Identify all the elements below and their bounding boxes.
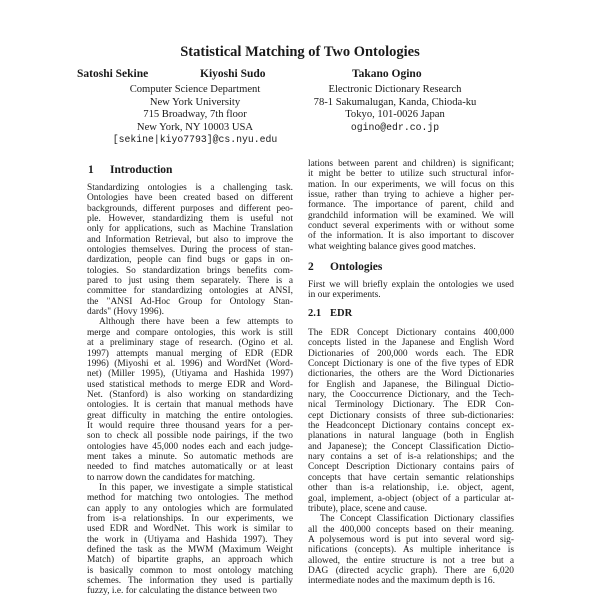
section-title: Introduction (110, 164, 173, 176)
text-line: merge and compare ontologies, this work is still (87, 327, 293, 338)
text-line: First we will briefly explain the ontologies we used (308, 280, 514, 290)
section-2-intro (308, 280, 514, 301)
section-number: 2 (308, 261, 314, 273)
text-line: needed to find matches automatically or at least (87, 462, 293, 473)
author-name: Kiyoshi Sudo (200, 68, 266, 80)
text-line: for English and Japanese, the Bilingual Dictio- (308, 379, 514, 390)
text-line: defined the task as the MWM (Maximum Weight (87, 545, 293, 556)
text-line: and Information Retrieval, but also to improve the (87, 234, 293, 245)
text-line: used EDR and WordNet. This work is similar to (87, 524, 293, 535)
author-name: Takano Ogino (352, 68, 422, 80)
text-line: tribute), place, scene and cause. (308, 503, 427, 514)
paper-title: Statistical Matching of Two Ontologies (180, 44, 420, 60)
paragraph (308, 159, 514, 252)
author-name: Satoshi Sekine (77, 68, 149, 80)
text-line: Concept Description Dictionary contains pairs of (308, 462, 514, 473)
text-line: from is-a relationships. In our experiments, we (87, 514, 293, 524)
text-line: only for applications, such as Machine Translation (87, 224, 293, 235)
text-line: tologies. So standardization brings benefits com- (87, 265, 293, 276)
text-line: at a preliminary stage of research. (Ogino et al. (87, 338, 293, 349)
text-line: used statistical methods to merge EDR and Word- (87, 379, 293, 390)
text-line: Dictionaries of 200,000 words each. The EDR (308, 348, 514, 359)
right-column-top (308, 159, 514, 252)
text-line: planations in natural language (both in English (308, 431, 514, 442)
text-line: concepts listed in the Japanese and English Word (308, 338, 514, 349)
text-line: ment takes a minute. So automatic methods are (87, 451, 293, 462)
text-line: can apply to any ontologies which are formulated (87, 503, 293, 514)
text-line: It would require three thousand years for a per- (87, 420, 293, 431)
edr-section-body (308, 328, 514, 587)
text-line: 1996) (Miyoshi et al. 1996) and WordNet (Word- (87, 358, 293, 369)
paragraph (87, 183, 293, 317)
affiliation-line: New York University (149, 96, 241, 108)
affiliation-right (295, 84, 495, 134)
affiliation-line: Electronic Dictionary Research (328, 84, 462, 95)
section-heading-ontologies (308, 261, 382, 274)
paragraph (308, 280, 514, 301)
text-line: schemes. The information they used is partially (87, 576, 293, 587)
text-line: all the 400,000 concepts based on their meaning. (308, 524, 514, 535)
text-line: dards" (Hovy 1996). (87, 307, 164, 318)
text-line: Match) of bipartite graphs, an approach which (87, 555, 293, 566)
affiliation-left (105, 84, 285, 147)
text-line: 1997) attempts manual merging of EDR (EDR (87, 348, 293, 359)
text-line: cept Dictionary consists of three sub-dictionaries: (308, 410, 514, 421)
text-line: is basically common to most ontology matching (87, 565, 293, 576)
text-line: pared to just using them separately. There is a (87, 276, 293, 287)
section-heading-introduction (88, 164, 172, 177)
text-line: what weighting balance gives good matches. (308, 241, 476, 252)
author-email: [sekine|kiyo7793]@cs.nyu.edu (112, 134, 278, 146)
text-line: nical Terminology Dictionary. The EDR Con- (308, 400, 514, 411)
text-line: The Concept Classification Dictionary classifies (320, 514, 514, 525)
left-column (87, 183, 293, 597)
text-line: method for matching two ontologies. The method (87, 493, 293, 504)
text-line: Ontologies have been created based on different (87, 193, 293, 204)
text-line: great difficulty in matching the entire ontologies. (87, 410, 293, 421)
text-line: grandchild information will be examined. We will (308, 210, 514, 221)
affiliation-line: Tokyo, 101-0026 Japan (345, 109, 445, 121)
text-line: of the information. It is also important to discover (308, 231, 514, 242)
text-line: committee for standardizing ontologies at ANSI, (87, 286, 293, 297)
affiliation-line: Computer Science Department (129, 84, 261, 95)
text-line: the "ANSI Ad-Hoc Group for Ontology Stan- (87, 296, 293, 307)
author-email: ogino@edr.co.jp (350, 121, 440, 133)
text-line: nifications (concepts). As multiple inheritance is (308, 545, 514, 556)
text-line: and Japanese); the Concept Classification Dictio- (308, 441, 514, 452)
text-line: A polysemous word is put into several word sig- (308, 534, 514, 545)
text-line: ontologies. It is certain that manual methods have (87, 400, 293, 411)
text-line: Net. (Stanford) is also working on standardizing (87, 389, 293, 400)
text-line: fuzzy, i.e. for calculating the distance between two (87, 586, 277, 597)
text-line: formance. The importance of parent, child and (308, 200, 514, 211)
text-line: Although there have been a few attempts to (99, 317, 293, 328)
text-line: mation. In our experiments, we will focus on this (308, 179, 514, 190)
paragraph (308, 514, 514, 586)
text-line: goal, implement, a-object (object of a particular at- (308, 493, 514, 504)
text-line: ontologies themselves. During the process of stan- (87, 245, 293, 256)
text-line: conduct several experiments with or without some (308, 221, 514, 232)
section-title: Ontologies (330, 261, 383, 273)
section-number: 1 (88, 164, 94, 176)
text-line: other than is-a relationship, i.e. object, agent, (308, 483, 514, 494)
text-line: backgrounds, different purposes and different peo- (87, 203, 293, 214)
subsection-title: EDR (330, 308, 353, 319)
text-line: Concept Dictionary is one of the five types of EDR (308, 359, 514, 370)
text-line: ple. However, standardizing them is useful not (87, 214, 293, 225)
text-line: in our experiments. (308, 290, 381, 301)
text-line: In this paper, we investigate a simple statistical (99, 482, 293, 493)
text-line: intermediate nodes and the maximum depth is 16. (308, 576, 495, 587)
text-line: lations between parent and children) is significant; (308, 159, 514, 169)
text-line: dardization, people can find bugs or gaps in on- (87, 255, 293, 266)
text-line: issue, rather than trying to achieve a higher per- (308, 190, 514, 201)
text-line: to narrow down the candidates for matching. (87, 472, 255, 483)
paragraph (87, 483, 293, 597)
text-line: allowed, the entire structure is not a tree but a (308, 555, 514, 566)
text-line: dictionaries, the others are the Word Dictionaries (308, 369, 514, 380)
text-line: son to check all possible node pairings, if the two (87, 431, 293, 442)
text-line: nary contains a set of is-a relationships; and the (308, 452, 514, 463)
affiliation-line: New York, NY 10003 USA (136, 121, 254, 133)
text-line: nary, the Cooccurrence Dictionary, and the Tech- (308, 390, 514, 401)
text-line: ontologies have 45,000 nodes each and each judge- (87, 441, 293, 452)
text-line: Standardizing ontologies is a challenging task. (87, 183, 293, 193)
text-line: the work in (Utiyama and Hashida 1997). They (87, 534, 293, 545)
paragraph (308, 328, 514, 514)
text-line: the Headconcept Dictionary contains concept ex- (308, 421, 514, 432)
text-line: net) (Miller 1995), (Utiyama and Hashida 1997) (87, 369, 293, 380)
text-line: The EDR Concept Dictionary contains 400,000 (308, 328, 514, 338)
text-line: concepts that have certain semantic relationships (308, 472, 514, 483)
subsection-heading-edr (308, 308, 352, 320)
text-line: it might be better to utilize such structural infor- (308, 169, 514, 180)
affiliation-line: 715 Broadway, 7th floor (143, 109, 247, 121)
affiliation-line: 78-1 Sakumalugan, Kanda, Chioda-ku (313, 96, 477, 108)
paragraph (87, 317, 293, 483)
subsection-number: 2.1 (308, 308, 322, 319)
text-line: DAG (directed acyclic graph). There are 6,020 (308, 565, 514, 576)
